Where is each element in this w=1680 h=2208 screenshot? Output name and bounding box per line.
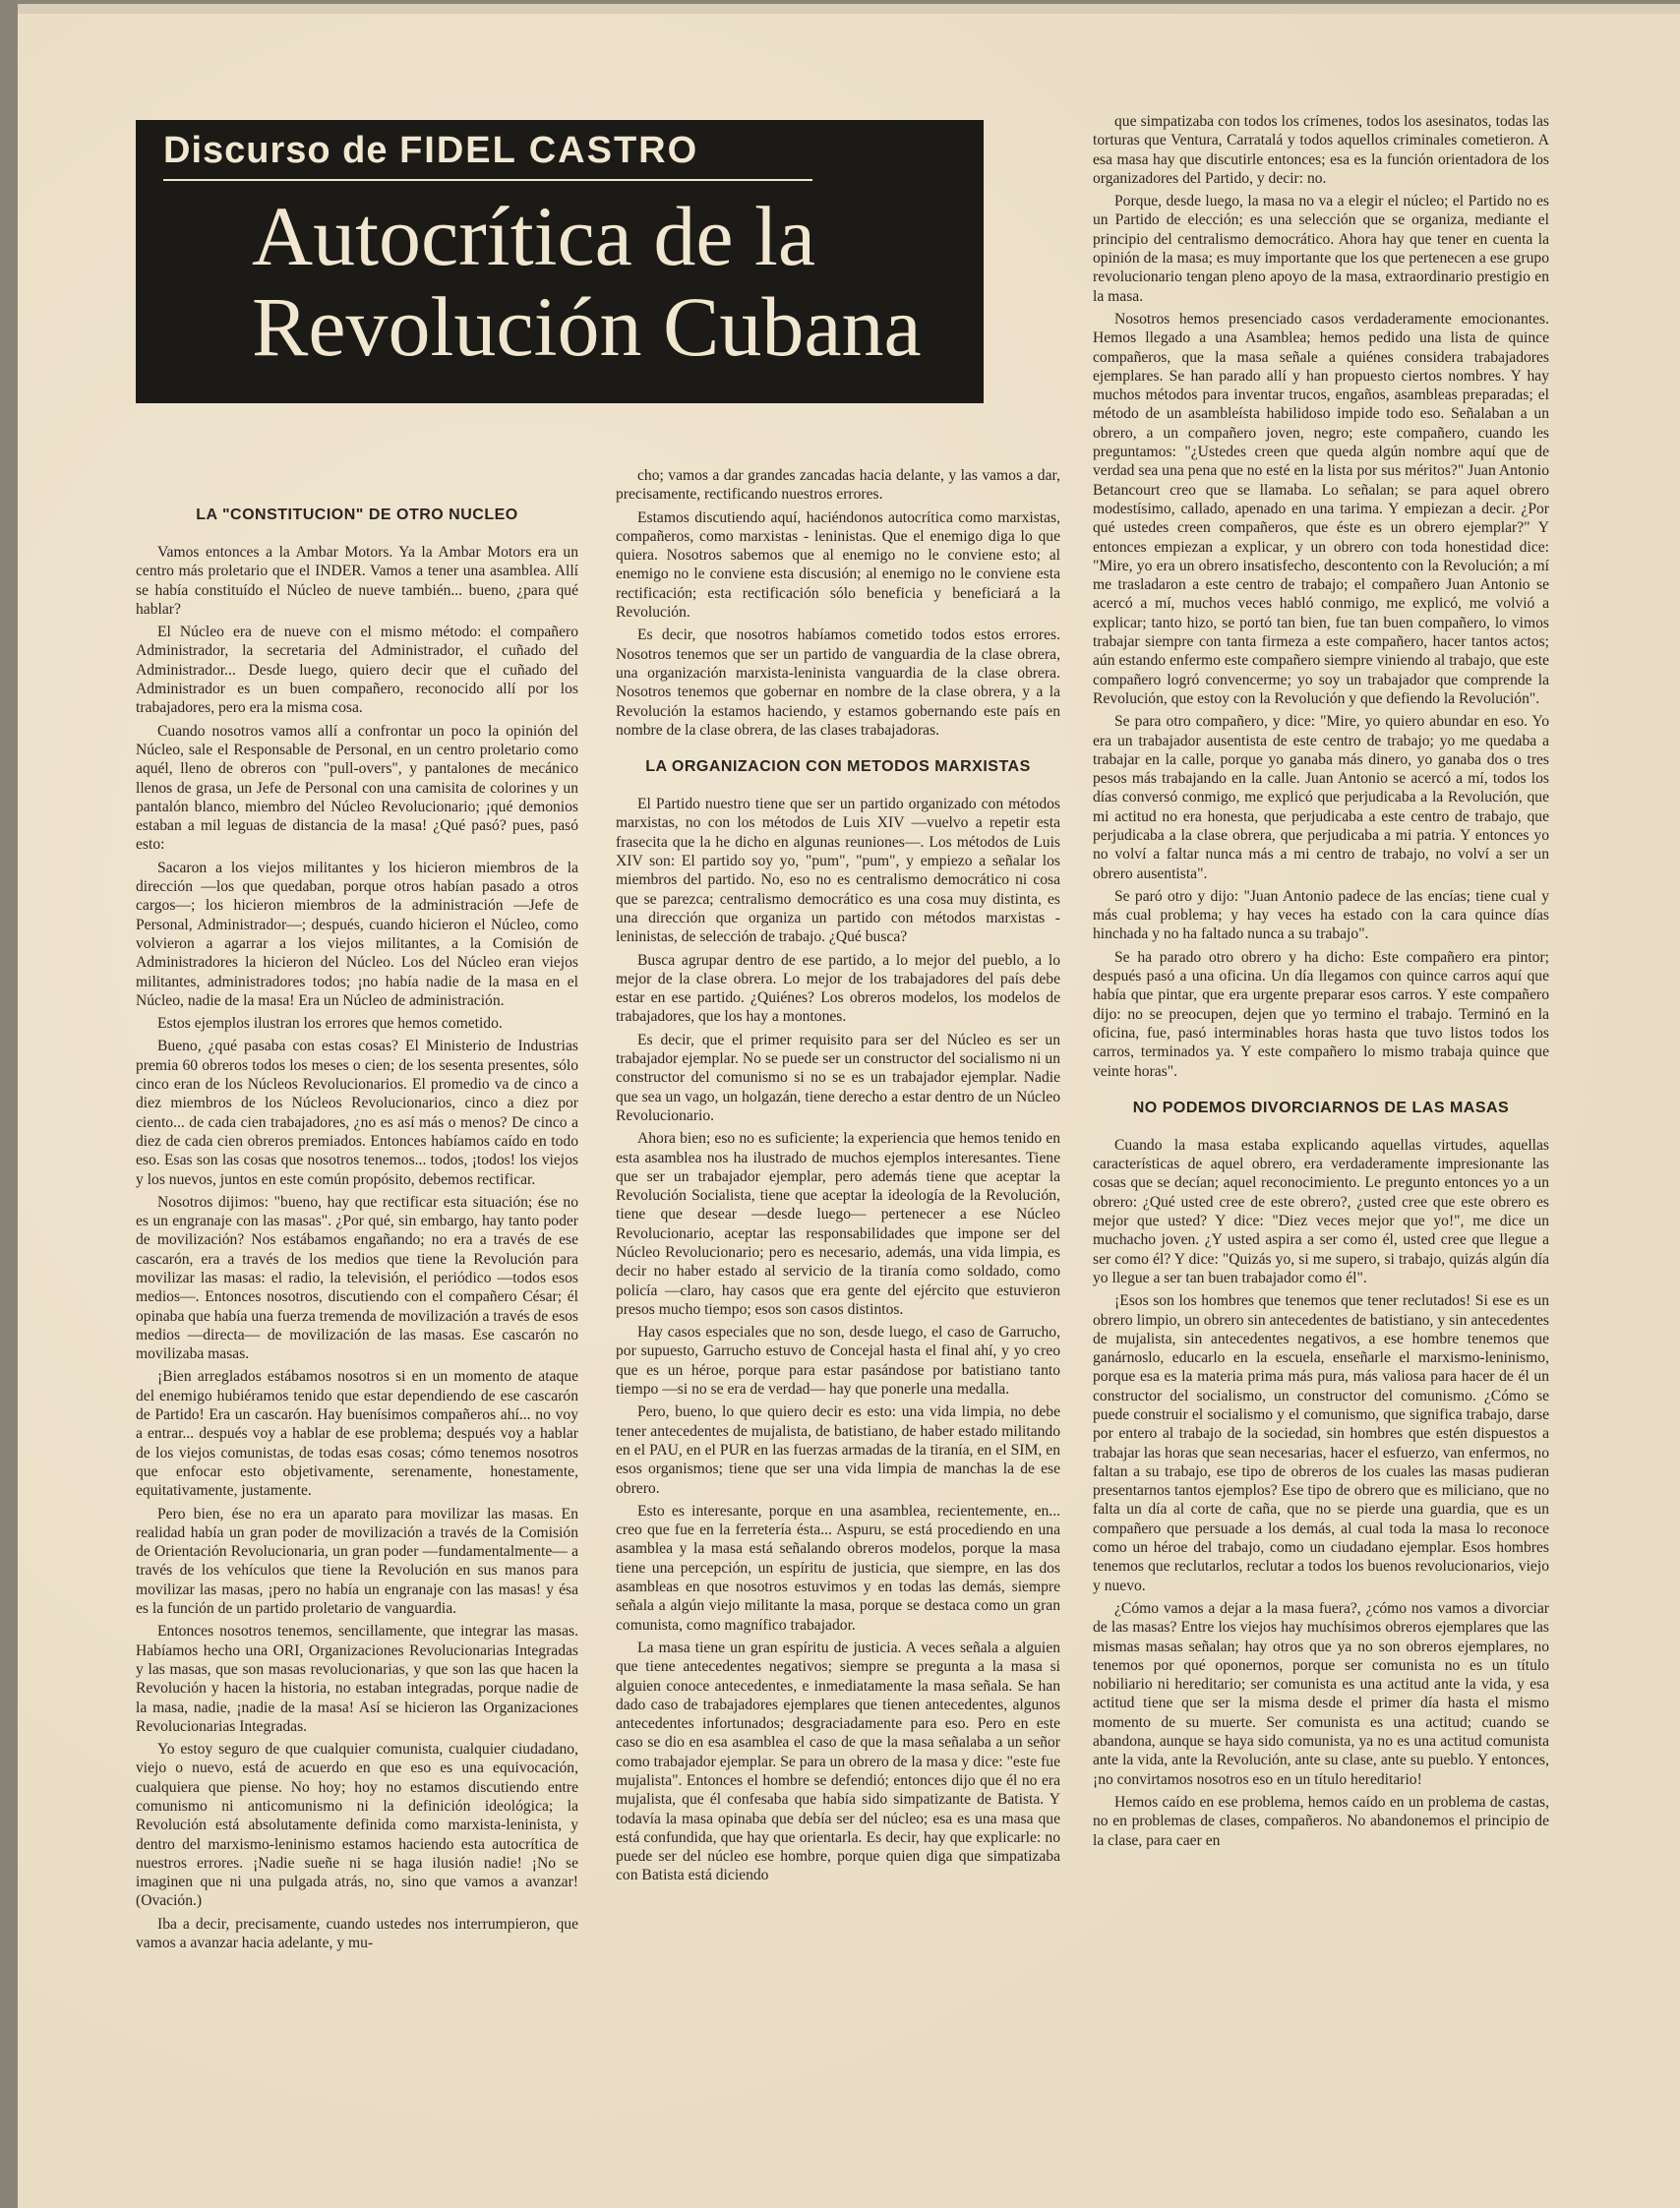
paragraph: Cuando nosotros vamos allí a confrontar un poco la opinión del Núcleo, sale el Responsable de Personal, en un centro proletario como aquél, lleno de obreros con "pull-overs", y pantalones de mecánico llenos de grasa, un Jefe de Personal con una camisita de colorines y un pantalón blanco, miembro del Núcleo Revolucionario; ¡qué demonios estaban a mil leguas de distancia de la masa! ¿Qué pasó? pues, pasó esto: [136,722,578,854]
paragraph: Se ha parado otro obrero y ha dicho: Este compañero era pintor; después pasó a una oficina. Un día llegamos con quince carros aquí que había que pintar, que era urgente preparar esos carros. Y este compañero dijo: no se preocupen, dejen que yo termino el trabajo. Terminó en la oficina, fue, pasó interminables horas hasta que tuvo listos todos los carros, terminados ya. Y este compañero lo mismo trabaja quince que veinte horas". [1093,948,1549,1080]
section-heading: LA "CONSTITUCION" DE OTRO NUCLEO [196,507,518,523]
section-heading: NO PODEMOS DIVORCIARNOS DE LAS MASAS [1132,1099,1510,1116]
speaker-name: FIDEL CASTRO [399,130,699,171]
paragraph: Cuando la masa estaba explicando aquellas virtudes, aquellas características de aquel obrero, era verdaderamente impresionante las cosas que se decían; aquel reconocimiento. Le pregunto entonces yo a un obrero: ¿Qué usted cree de este obrero?, ¿usted cree que este obrero es mejor que usted? Y dice: "Diez veces mejor que yo!", me dice un muchacho joven. ¿Y usted aspira a ser como él, usted cree que llegue a ser como él? Y dice: "Quizás yo, si me supero, si trabajo, quizás algún día yo llegue a ser tan buen trabajador como él". [1093,1136,1549,1286]
title-line-2: Revolución Cubana [252,279,922,374]
section-heading: LA ORGANIZACION CON METODOS MARXISTAS [645,758,1031,776]
paragraph: ¡Bien arreglados estábamos nosotros si en un momento de ataque del enemigo hubiéramos tenido que estar dependiendo de ese cascarón de Partido! Era un cascarón. Hay buenísimos compañeros ahí... no voy a entrar... después voy a hablar de ese problema; después voy a hablar de los viejos comunistas, de todas esas cosas; cómo tenemos nosotros que enfocar esto objetivamente, serenamente, honestamente, equitativamente, justamente. [136,1368,578,1500]
paragraph: Es decir, que el primer requisito para ser del Núcleo es ser un trabajador ejemplar. No se puede ser un constructor del socialismo ni un constructor del comunismo si no se es un trabajador ejemplar. Nadie que sea un vago, un holgazán, tiene derecho a estar dentro de un Núcleo Revolucionario. [616,1031,1060,1124]
column-2 [616,466,1060,1889]
paragraph: ¡Esos son los hombres que tenemos que tener reclutados! Si ese es un obrero limpio, un obrero sin antecedentes de batistiano, y sin antecedentes de mujalista, sin antecedentes negativos, a ese hombre tenemos que ganárnoslo, educarlo en la escuela, enseñarle el marxismo-leninismo, porque esa es la materia prima más pura, más valiosa para hacer de él un constructor del socialismo, un constructor del comunismo. ¿Cómo se puede construir el socialismo y el comunismo, que significa trabajo, darse por entero al trabajo de la sociedad, sin hombres que estén dispuestos a trabajar las horas que sean necesarias, hacer el esfuerzo, van enfermos, no faltan a su trabajo, ese tipo de obreros de los cuales las masas pudieran presentarnos tantos ejemplos? Ese tipo de obrero que es miliciano, que no falta un día al corte de caña, que no se pierde una guardia, que es un compañero que persuade a los demás, al cual toda la masa lo reconoce como un héroe del trabajo, como un ciudadano ejemplar. Esos hombres tenemos que reclutarlos, reclutar a todos los buenos revolucionarios, viejo y nuevo. [1093,1292,1549,1594]
column-3 [1093,112,1549,1854]
paragraph: ¿Cómo vamos a dejar a la masa fuera?, ¿cómo nos vamos a divorciar de las masas? Entre los viejos hay muchísimos obreros ejemplares que las mismas masas señalan; hay otros que ya no son obreros ejemplares, no tenemos por qué oponernos, porque ser comunista no es un título nobiliario ni hereditario; ser comunista es una actitud ante la vida, y esa actitud tiene que ser la misma desde el primer día hasta el mismo momento de su muerte. Ser comunista es una actitud; cuando se abandona, aunque se haya sido comunista, ya no es una actitud comunista ante la vida, ante la Revolución, ante su clase, ante su pueblo. Y entonces, ¡no convirtamos nosotros eso en un título hereditario! [1093,1599,1549,1788]
paragraph: cho; vamos a dar grandes zancadas hacia delante, y las vamos a dar, precisamente, rectificando nuestros errores. [616,467,1060,504]
paragraph: Pero bien, ése no era un aparato para movilizar las masas. En realidad había un gran poder de movilización a través de la Comisión de Orientación Revolucionaria, un gran poder —fundamentalmente— a través de los vehículos que tiene la Revolución en sus manos para movilizar las masas, ¡pero no había un engranaje con las masas! y ésa es la función de un partido proletario de vanguardia. [136,1505,578,1618]
paragraph: Se para otro compañero, y dice: "Mire, yo quiero abundar en eso. Yo era un trabajador ausentista de este centro de trabajo; yo me quedaba a trabajar en la calle, porque yo ganaba más dinero, yo ganaba dos o tres pesos más trabajando en la calle. Juan Antonio se acercó a mí, todos los días conversó conmigo, me explicó que perjudicaba a la Revolución, que mi actitud no era honesta, que perjudicaba a este centro de trabajo, que perjudicaba a la clase obrera, que perjudicaba a mi patria. Y entonces yo no volví a faltar nunca más a mi centro de trabajo, no volví a ser un obrero ausentista". [1093,713,1549,882]
paragraph: Estos ejemplos ilustran los errores que hemos cometido. [157,1015,503,1033]
paragraph: Ahora bien; eso no es suficiente; la experiencia que hemos tenido en esta asamblea nos ha ilustrado de muchos ejemplos interesantes. Tiene que ser un trabajador ejemplar, pero además tiene que aceptar la Revolución Socialista, tiene que aceptar la ideología de la Revolución, tiene que desear —desde luego— pertenecer a ese Núcleo Revolucionario, aceptar las responsabilidades que impone ser del Núcleo Revolucionario; pero es necesario, además, una vida limpia, es decir no haber estado al servicio de la tiranía como soldado, como policía —claro, hay casos que era gente del ejército que estuvieron presos mucho tiempo; esos son casos distintos. [616,1130,1060,1318]
kicker-prefix: Discurso de [163,130,389,171]
paragraph: Es decir, que nosotros habíamos cometido todos estos errores. Nosotros tenemos que ser un partido de vanguardia de la clase obrera, una organización marxista-leninista vanguardia de la clase obrera. Nosotros tenemos que gobernar en nombre de la clase obrera, y a la Revolución la estamos haciendo, y estamos gobernando este país en nombre de la clase obrera, de las clases trabajadoras. [616,627,1060,739]
paragraph: Yo estoy seguro de que cualquier comunista, cualquier ciudadano, viejo o nuevo, está de acuerdo en que eso es una equivocación, cualquiera que piense. No hoy; hoy no estamos discutiendo entre comunismo ni anticomunismo ni la definición ideológica; la Revolución está absolutamente definida como marxista-leninista, y dentro del marxismo-leninismo estamos haciendo esta autocrítica de nuestros errores. ¡Nadie sueñe ni se haga ilusión nadie! ¡No se imaginen que ni una pulgada atrás, no, sino que vamos a avanzar! (Ovación.) [136,1741,578,1910]
headline-banner [136,120,984,403]
newspaper-page [18,4,1680,2208]
paragraph: La masa tiene un gran espíritu de justicia. A veces señala a alguien que tiene antecedentes negativos; siempre se pregunta a la masa si alguien conoce antecedentes, e inmediatamente la masa señala. Se han dado caso de trabajadores ejemplares que tienen antecedentes, algunos antecedentes infortunados; desgraciadamente para eso. Pero en este caso se dio en esa asamblea el caso de que la masa señalaba a un señor como trabajador ejemplar. Se para un obrero de la masa y dice: "este fue mujalista". Entonces el hombre se defendió; entonces dijo que él no era mujalista, que él confesaba que había sido simpatizante de Batista. Y todavía la masa opinaba que debía ser del núcleo; esa es una masa que está confundida, que hay que orientarla. Es decir, hay que explicarle: no puede ser del núcleo ese hombre, porque quien diga que simpatizaba con Batista está diciendo [616,1639,1060,1884]
paragraph: Entonces nosotros tenemos, sencillamente, que integrar las masas. Habíamos hecho una ORI, Organizaciones Revolucionarias Integradas y las masas, que son masas revolucionarias, y que son las que hacen la Revolución y hacen la historia, no estaban integradas, porque nadie de la masa, nadie, ¡nadie de la masa! Así se hicieron las Organizaciones Revolucionarias Integradas. [136,1623,578,1735]
paragraph: Hay casos especiales que no son, desde luego, el caso de Garrucho, por supuesto, Garrucho estuvo de Concejal hasta el final ahí, y yo creo que es un héroe, porque para estar pasándose por batistiano tanto tiempo —si no se era de verdad— hay que ponerle una medalla. [616,1324,1060,1399]
paragraph: Pero, bueno, lo que quiero decir es esto: una vida limpia, no debe tener antecedentes de mujalista, de batistiano, de haber estado militando en el PAU, en el PUR en las fuerzas armadas de la tiranía, en el SIM, en esos organismos; tiene que ser una vida limpia de manchas la de ese obrero. [616,1403,1060,1497]
paragraph: Nosotros dijimos: "bueno, hay que rectificar esta situación; ése no es un engranaje con las masas". ¿Por qué, sin embargo, hay tanto poder de movilización? Nos estábamos engañando; no era a través de ese cascarón, era a través de los medios que tiene la Revolución para movilizar las masas: el radio, la televisión, el periódico —todos esos medios—. Entonces nosotros, discutiendo con el compañero César; él opinaba que había una fuerza tremenda de movilización a través de esos medios —directa— de movilización de las masas. Ese cascarón no movilizaba masas. [136,1193,578,1363]
paragraph: Porque, desde luego, la masa no va a elegir el núcleo; el Partido no es un Partido de elección; es una selección que se organiza, mediante el principio del centralismo democrático. Ahora hay que tener en cuenta la opinión de la masa; es muy importante que los que pertenecen a ese grupo revolucionario tengan pleno apoyo de la masa, extraordinario prestigio en la masa. [1093,193,1549,305]
paragraph: Vamos entonces a la Ambar Motors. Ya la Ambar Motors era un centro más proletario que el INDER. Vamos a tener una asamblea. Allí se había constituído el Núcleo de nueve también... bueno, ¿para qué hablar? [136,544,578,618]
paragraph: Sacaron a los viejos militantes y los hicieron miembros de la dirección —los que quedaban, porque otros habían pasado a otros cargos—; los hicieron miembros de la administración —Jefe de Personal, Administrador—; después, cuando hicieron el Núcleo, como volvieron a agarrar a los viejos militantes, a la Comisión de Administradores la hicieron del Núcleo. Los del Núcleo eran viejos militantes, administradores todos; ¡no había nadie de la masa en el Núcleo, nadie de la masa! Era un Núcleo de administración. [136,859,578,1009]
paragraph: El Núcleo era de nueve con el mismo método: el compañero Administrador, la secretaria del Administrador, el cuñado del Administrador... Desde luego, quiero decir que el cuñado del Administrador es un buen compañero, reconocido allí por los trabajadores, pero era la misma cosa. [136,624,578,717]
paragraph: Se paró otro y dijo: "Juan Antonio padece de las encías; tiene cual y más cual problema; y hay veces ha estado con la cara quince días hinchada y no ha faltado nunca a su trabajo". [1093,887,1549,943]
page-edge [18,4,1680,14]
paragraph: Nosotros hemos presenciado casos verdaderamente emocionantes. Hemos llegado a una Asamblea; hemos pedido una lista de quince compañeros, que la masa señale a quiénes considera trabajadores ejemplares. Se han parado allí y han propuesto ciertos nombres. Y hay muchos métodos para inventar trucos, engaños, asambleas preparadas; el método de un asambleísta habilidoso impide todo eso. Señalaban a un obrero, a un compañero joven, negro; este compañero, cuando les preguntamos: "¿Ustedes creen que queda algún nombre aquí que de verdad sea una pena que no esté en la lista por sus méritos?" Juan Antonio Betancourt creo que se llamaba. Lo señalan; se para aquel obrero modestísimo, callado, apenado en una tarima. Y empiezan a decir. ¿Por qué ustedes creen compañeros, que éste es un obrero ejemplar?" Y entonces empiezan a explicar, y un obrero con toda honestidad dice: "Mire, yo era un obrero insatisfecho, descontento con la Revolución; a mí me trasladaron a este centro de trabajo; el compañero Juan Antonio se acercó a mí, muchos veces habló conmigo, me explicó, me volvió a explicar; tanto hizo, se portó tan bien, fue tan buen compañero, lo vimos trabajar siempre con tanta firmeza a este compañero, hacer tantos actos; aún estando enfermo este compañero siempre viniendo al trabajo, que este compañero logró convencerme; yo soy un trabajador que comprende la Revolución, que estoy con la Revolución y que defiendo la Revolución". [1093,310,1549,707]
paragraph: El Partido nuestro tiene que ser un partido organizado con métodos marxistas, no con los métodos de Luis XIV —vuelvo a repetir esta frasecita que la he dicho en algunas reuniones—. Los métodos de Luis XIV son: El partido soy yo, "pum", "pum", y empiezo a señalar los miembros del partido. No, eso no es centralismo democrático ni cosa que se parezca; centralismo democrático es una cosa muy distinta, es una dirección que organiza un partido con métodos marxistas - leninistas, de selección de trabajo. ¿Qué busca? [616,796,1060,946]
paragraph: Esto es interesante, porque en una asamblea, recientemente, en... creo que fue en la ferretería ésta... Aspuru, se está procediendo en una asamblea y la masa está señalando obreros modelos, porque la masa tiene una percepción, un espíritu de justicia, que siempre, en las dos asambleas en que nosotros estuvimos y en todas las demás, siempre señala a algún viejo militante la masa, porque se destaca como un gran comunista, como magnífico trabajador. [616,1502,1060,1634]
article-title [252,191,922,372]
paragraph: que simpatizaba con todos los crímenes, todos los asesinatos, todas las torturas que Ventura, Carratalá y todos aquellos criminales cometieron. A esa masa hay que discutirle entonces; esa es la función orientadora de los organizadores del Partido, y decir: no. [1093,113,1549,187]
column-1 [136,506,578,1956]
speech-kicker [163,130,698,172]
title-line-1: Autocrítica de la [252,189,816,283]
paragraph: Iba a decir, precisamente, cuando ustedes nos interrumpieron, que vamos a avanzar hacia adelante, y mu- [136,1915,578,1952]
paragraph: Bueno, ¿qué pasaba con estas cosas? El Ministerio de Industrias premia 60 obreros todos los meses o cien; de los sesenta presentes, sólo cinco eran de los Núcleos Revolucionarios. El promedio va de cinco a diez miembros de los Núcleos Revolucionarios, cinco a diez por ciento... de cada cien trabajadores, ¿no es así más o menos? De cinco a diez de cada cien obreros premiados. Entonces habíamos caído en todo eso. Esas son las cosas que nosotros tenemos... todos, ¡todos! los viejos y los nuevos, juntos en este común propósito, debemos rectificar. [136,1038,578,1188]
paragraph: Busca agrupar dentro de ese partido, a lo mejor del pueblo, a lo mejor de la clase obrera. Lo mejor de los trabajadores del país debe estar en ese partido. ¿Quiénes? Los obreros modelos, los modelos de trabajadores, que los hay a montones. [616,951,1060,1026]
kicker-underline [163,179,812,181]
paragraph: Estamos discutiendo aquí, haciéndonos autocrítica como marxistas, compañeros, como marxistas - leninistas. Que el enemigo diga lo que quiera. Nosotros sabemos que al enemigo no le conviene esto; al enemigo no le conviene esta discusión; al enemigo no le conviene esta rectificación; esta rectificación sólo beneficia y beneficiará a la Revolución. [616,508,1060,622]
paragraph: Hemos caído en ese problema, hemos caído en un problema de castas, no en problemas de clases, compañeros. No abandonemos el principio de la clase, para caer en [1093,1793,1549,1849]
